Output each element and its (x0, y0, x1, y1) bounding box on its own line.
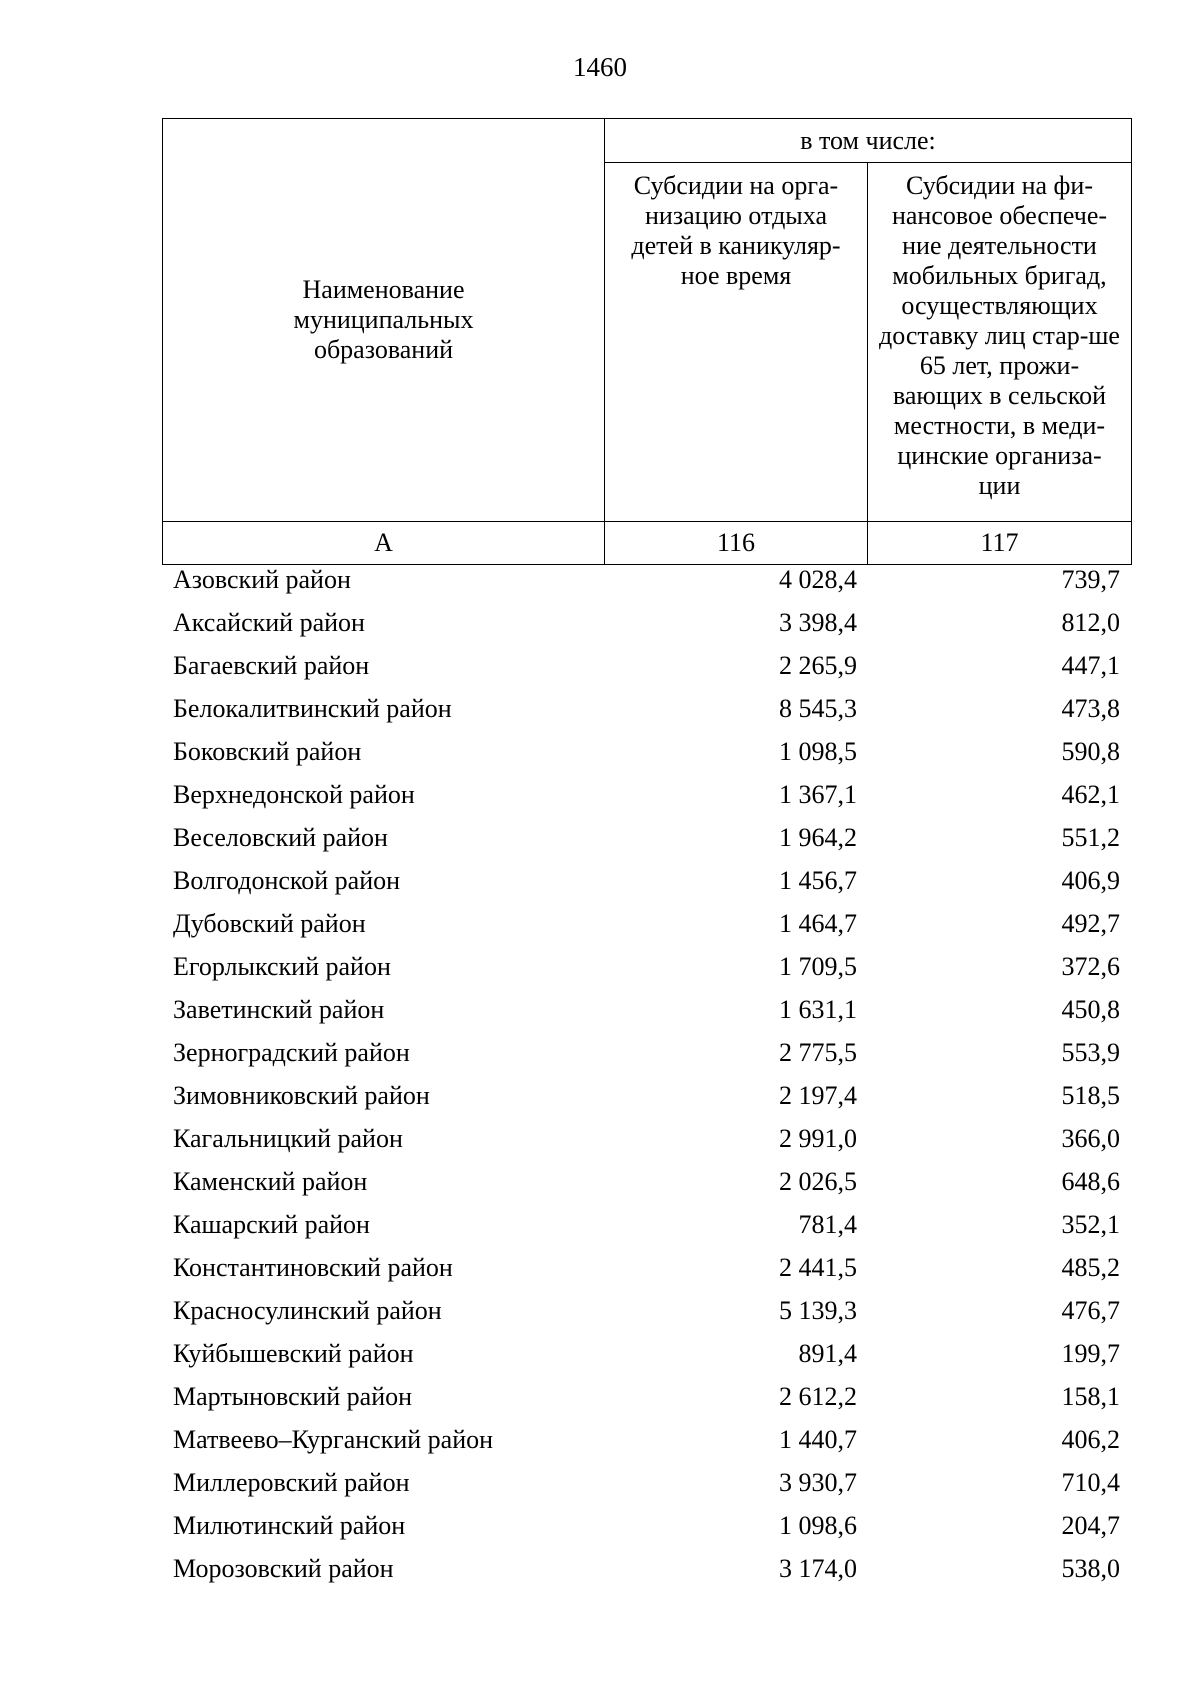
value-col-116: 3 174,0 (779, 1554, 857, 1583)
municipality-name: Кашарский район (173, 1210, 370, 1239)
table-row (162, 1461, 1131, 1504)
municipality-name: Каменский район (173, 1167, 368, 1196)
value-col-117: 710,4 (1061, 1468, 1120, 1497)
table-body (162, 558, 1131, 1590)
table-row (162, 558, 1131, 601)
municipality-name: Белокалитвинский район (173, 694, 452, 723)
value-col-116: 3 398,4 (779, 608, 857, 637)
value-col-117: 158,1 (1061, 1382, 1120, 1411)
table-row (162, 1375, 1131, 1418)
value-col-117: 204,7 (1061, 1511, 1120, 1540)
value-col-116: 2 775,5 (779, 1038, 857, 1067)
table-row (162, 1504, 1131, 1547)
value-col-117: 406,9 (1061, 866, 1120, 895)
municipality-name: Аксайский район (173, 608, 365, 637)
municipality-name: Константиновский район (173, 1253, 453, 1282)
table-row (162, 1031, 1131, 1074)
value-col-117: 476,7 (1061, 1296, 1120, 1325)
value-col-117: 553,9 (1061, 1038, 1120, 1067)
header-col2 (868, 163, 1132, 522)
page-number: 1460 (573, 52, 627, 82)
table-header (162, 118, 1132, 565)
value-col-117: 551,2 (1061, 823, 1120, 852)
value-col-116: 1 964,2 (779, 823, 857, 852)
value-col-116: 2 265,9 (779, 651, 857, 680)
value-col-117: 366,0 (1061, 1124, 1120, 1153)
value-col-116: 1 440,7 (779, 1425, 857, 1454)
municipality-name: Азовский район (173, 565, 351, 594)
header-including: в том числе: (605, 119, 1132, 163)
municipality-name: Боковский район (173, 737, 362, 766)
municipality-name: Дубовский район (173, 909, 366, 938)
value-col-116: 1 098,6 (779, 1511, 857, 1540)
table-row (162, 988, 1131, 1031)
table-row (162, 687, 1131, 730)
table-row (162, 1074, 1131, 1117)
code-name: А (163, 522, 605, 565)
value-col-116: 2 197,4 (779, 1081, 857, 1110)
table-row (162, 1160, 1131, 1203)
table-row (162, 902, 1131, 945)
table-row (162, 1547, 1131, 1590)
value-col-117: 372,6 (1061, 952, 1120, 981)
municipality-name: Верхнедонской район (173, 780, 415, 809)
value-col-116: 1 367,1 (779, 780, 857, 809)
value-col-117: 406,2 (1061, 1425, 1120, 1454)
municipality-name: Милютинский район (173, 1511, 406, 1540)
value-col-117: 739,7 (1061, 565, 1120, 594)
value-col-116: 2 026,5 (779, 1167, 857, 1196)
value-col-117: 199,7 (1061, 1339, 1120, 1368)
header-name-text: Наименование муниципальных образований (293, 275, 474, 364)
municipality-name: Матвеево–Курганский район (173, 1425, 494, 1454)
value-col-117: 462,1 (1061, 780, 1120, 809)
header-name-column (163, 119, 605, 522)
municipality-name: Заветинский район (173, 995, 385, 1024)
table-row (162, 1117, 1131, 1160)
municipality-name: Зимовниковский район (173, 1081, 430, 1110)
municipality-name: Красносулинский район (173, 1296, 442, 1325)
value-col-116: 1 631,1 (779, 995, 857, 1024)
table-row (162, 644, 1131, 687)
table-row (162, 1289, 1131, 1332)
value-col-117: 518,5 (1061, 1081, 1120, 1110)
municipality-name: Морозовский район (173, 1554, 394, 1583)
value-col-117: 538,0 (1061, 1554, 1120, 1583)
value-col-116: 891,4 (798, 1339, 857, 1368)
table-row (162, 601, 1131, 644)
code-col1: 116 (605, 522, 868, 565)
value-col-116: 781,4 (798, 1210, 857, 1239)
value-col-117: 447,1 (1061, 651, 1120, 680)
value-col-116: 8 545,3 (779, 694, 857, 723)
value-col-116: 1 464,7 (779, 909, 857, 938)
municipality-name: Куйбышевский район (173, 1339, 414, 1368)
table-row (162, 859, 1131, 902)
code-col2: 117 (868, 522, 1132, 565)
table-row (162, 1418, 1131, 1461)
table-row (162, 730, 1131, 773)
value-col-117: 352,1 (1061, 1210, 1120, 1239)
table-row (162, 816, 1131, 859)
value-col-116: 2 991,0 (779, 1124, 857, 1153)
value-col-117: 812,0 (1061, 608, 1120, 637)
table-row (162, 1203, 1131, 1246)
value-col-116: 3 930,7 (779, 1468, 857, 1497)
value-col-117: 648,6 (1061, 1167, 1120, 1196)
table-row (162, 773, 1131, 816)
table-row (162, 1246, 1131, 1289)
value-col-116: 4 028,4 (779, 565, 857, 594)
value-col-116: 1 098,5 (779, 737, 857, 766)
value-col-116: 1 709,5 (779, 952, 857, 981)
municipality-name: Егорлыкский район (173, 952, 391, 981)
value-col-116: 2 612,2 (779, 1382, 857, 1411)
municipality-name: Зерноградский район (173, 1038, 410, 1067)
value-col-117: 590,8 (1061, 737, 1120, 766)
municipality-name: Веселовский район (173, 823, 388, 852)
header-col1 (605, 163, 868, 522)
municipality-name: Мартыновский район (173, 1382, 413, 1411)
value-col-117: 485,2 (1061, 1253, 1120, 1282)
municipality-name: Кагальницкий район (173, 1124, 403, 1153)
value-col-117: 450,8 (1061, 995, 1120, 1024)
value-col-117: 473,8 (1061, 694, 1120, 723)
municipality-name: Миллеровский район (173, 1468, 410, 1497)
table-row (162, 1332, 1131, 1375)
table-row (162, 945, 1131, 988)
header-col1-text: Субсидии на орга-низацию отдыха детей в каникуляр-ное время (631, 171, 841, 290)
value-col-117: 492,7 (1061, 909, 1120, 938)
value-col-116: 2 441,5 (779, 1253, 857, 1282)
municipality-name: Волгодонской район (173, 866, 401, 895)
value-col-116: 1 456,7 (779, 866, 857, 895)
value-col-116: 5 139,3 (779, 1296, 857, 1325)
header-col2-text: Субсидии на фи-нансовое обеспече-ние деятельности мобильных бригад, осуществляющих доставку лиц стар-ше 65 лет, прожи-вающих в сельской местности, в меди-цинские организа-ции (879, 171, 1120, 500)
municipality-name: Багаевский район (173, 651, 370, 680)
